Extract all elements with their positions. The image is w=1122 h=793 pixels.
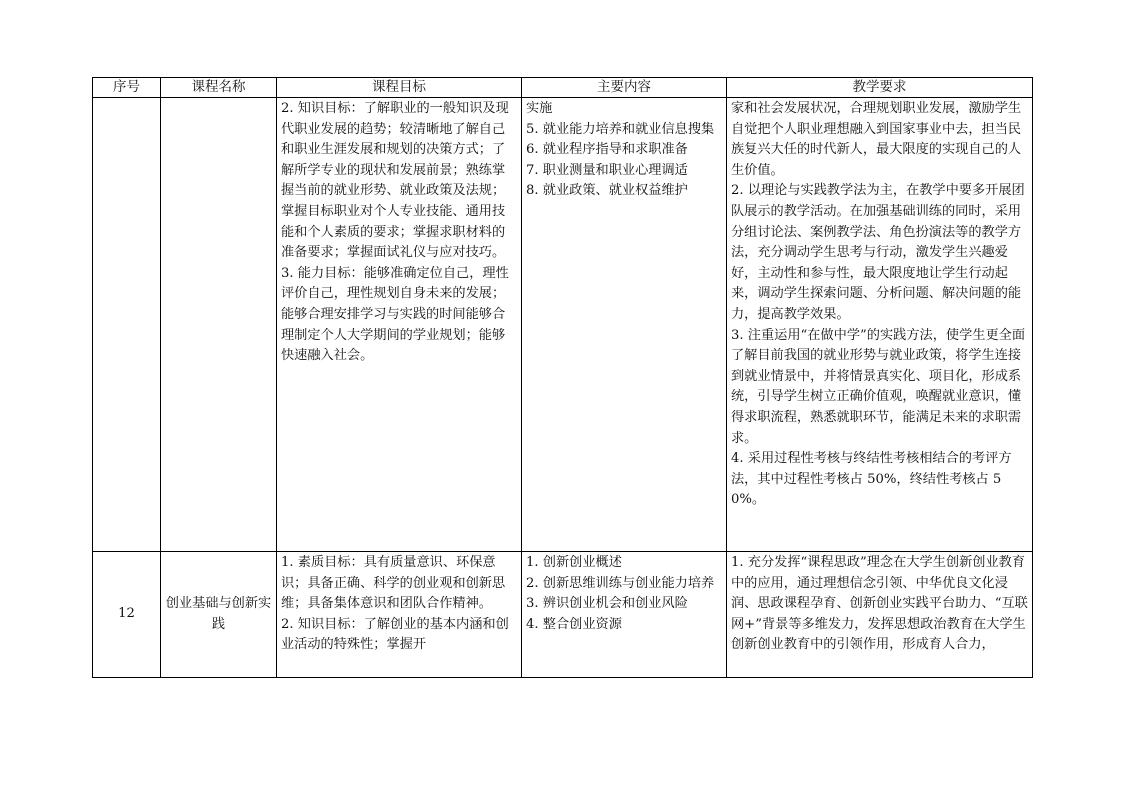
- cell-main-content: [522, 98, 727, 552]
- header-course-goal: 课程目标: [277, 78, 522, 98]
- requirement-paragraph: 2. 以理论与实践教学法为主，在教学中要多开展团队展示的教学活动。在加强基础训练的同时，采用分组讨论法、案例教学法、角色扮演法等的教学方法，充分调动学生思考与行动，激发学生兴趣爱好，主动性和参与性，最大限度地让学生行动起来，调动学生探索问题、分析问题、解决问题的能力，提高教学效果。: [731, 183, 1025, 322]
- requirement-paragraph: 家和社会发展状况，合理规划职业发展，激励学生自觉把个人职业理想融入到国家事业中去，担当民族复兴大任的时代新人，最大限度的实现自己的人生价值。: [731, 101, 1022, 178]
- content-item: 4. 整合创业资源: [526, 616, 622, 632]
- goal-paragraph: 3. 能力目标：能够准确定位自己，理性评价自己，理性规划自身未来的发展；能够合理安排学习与实践的时间能够合理制定个人大学期间的学业规划；能够快速融入社会。: [281, 265, 509, 364]
- header-teaching-requirement: 教学要求: [727, 78, 1033, 98]
- cell-main-content: [522, 552, 727, 678]
- content-item: 8. 就业政策、就业权益维护: [526, 183, 688, 199]
- goal-paragraph: 2. 知识目标：了解职业的一般知识及现代职业发展的趋势；较清晰地了解自己和职业生涯发展和规划的决策方式；了解所学专业的现状和发展前景；熟练掌握当前的就业形势、就业政策及法规；掌握目标职业对个人专业技能、通用技能和个人素质的要求；掌握求职材料的准备要求；掌握面试礼仪与应对技巧。: [281, 101, 509, 261]
- requirement-paragraph: 1. 充分发挥“课程思政”理念在大学生创新创业教育中的应用，通过理想信念引领、中华优良文化浸润、思政课程孕育、创新创业实践平台助力、“互联网+”背景等多维发力，发挥思想政治教育在大学生创新创业教育中的引领作用，形成育人合力，: [731, 555, 1028, 653]
- cell-course-goal: [277, 98, 522, 552]
- table-row: [93, 552, 1033, 678]
- table-row: [93, 98, 1033, 552]
- header-no: 序号: [93, 78, 161, 98]
- table-body: [93, 98, 1033, 678]
- content-item: 6. 就业程序指导和求职准备: [526, 142, 688, 158]
- header-course-name: 课程名称: [161, 78, 277, 98]
- goal-paragraph: 2. 知识目标：了解创业的基本内涵和创业活动的特殊性；掌握开: [281, 616, 509, 653]
- table-header: [93, 78, 1033, 98]
- course-table: [92, 77, 1033, 678]
- content-item: 7. 职业测量和职业心理调适: [526, 162, 688, 178]
- header-main-content: 主要内容: [522, 78, 727, 98]
- content-item: 2. 创新思维训练与创业能力培养: [526, 575, 715, 591]
- requirement-paragraph: 3. 注重运用“在做中学”的实践方法，使学生更全面了解目前我国的就业形势与就业政策，将学生连接到就业情景中，并将情景真实化、项目化，形成系统，引导学生树立正确价值观，唤醒就业意识，懂得求职流程，熟悉就职环节，能满足未来的求职需求。: [731, 327, 1026, 446]
- header-row: [93, 78, 1033, 98]
- cell-no: 12: [93, 552, 161, 678]
- cell-course-name: [161, 98, 277, 552]
- cell-no: [93, 98, 161, 552]
- cell-teaching-requirement: [727, 552, 1033, 678]
- content-item: 实施: [526, 101, 553, 116]
- requirement-paragraph: 4. 采用过程性考核与终结性考核相结合的考评方法，其中过程性考核占 50%，终结性考核占 50%。: [731, 451, 1012, 508]
- content-item: 5. 就业能力培养和就业信息搜集: [526, 121, 715, 137]
- cell-teaching-requirement: [727, 98, 1033, 552]
- goal-paragraph: 1. 素质目标：具有质量意识、环保意识；具备正确、科学的创业观和创新思维；具备集体意识和团队合作精神。: [281, 555, 506, 612]
- content-item: 1. 创新创业概述: [526, 555, 622, 570]
- cell-course-name: 创业基础与创新实践: [161, 552, 277, 678]
- cell-course-goal: [277, 552, 522, 678]
- content-item: 3. 辨识创业机会和创业风险: [526, 596, 688, 612]
